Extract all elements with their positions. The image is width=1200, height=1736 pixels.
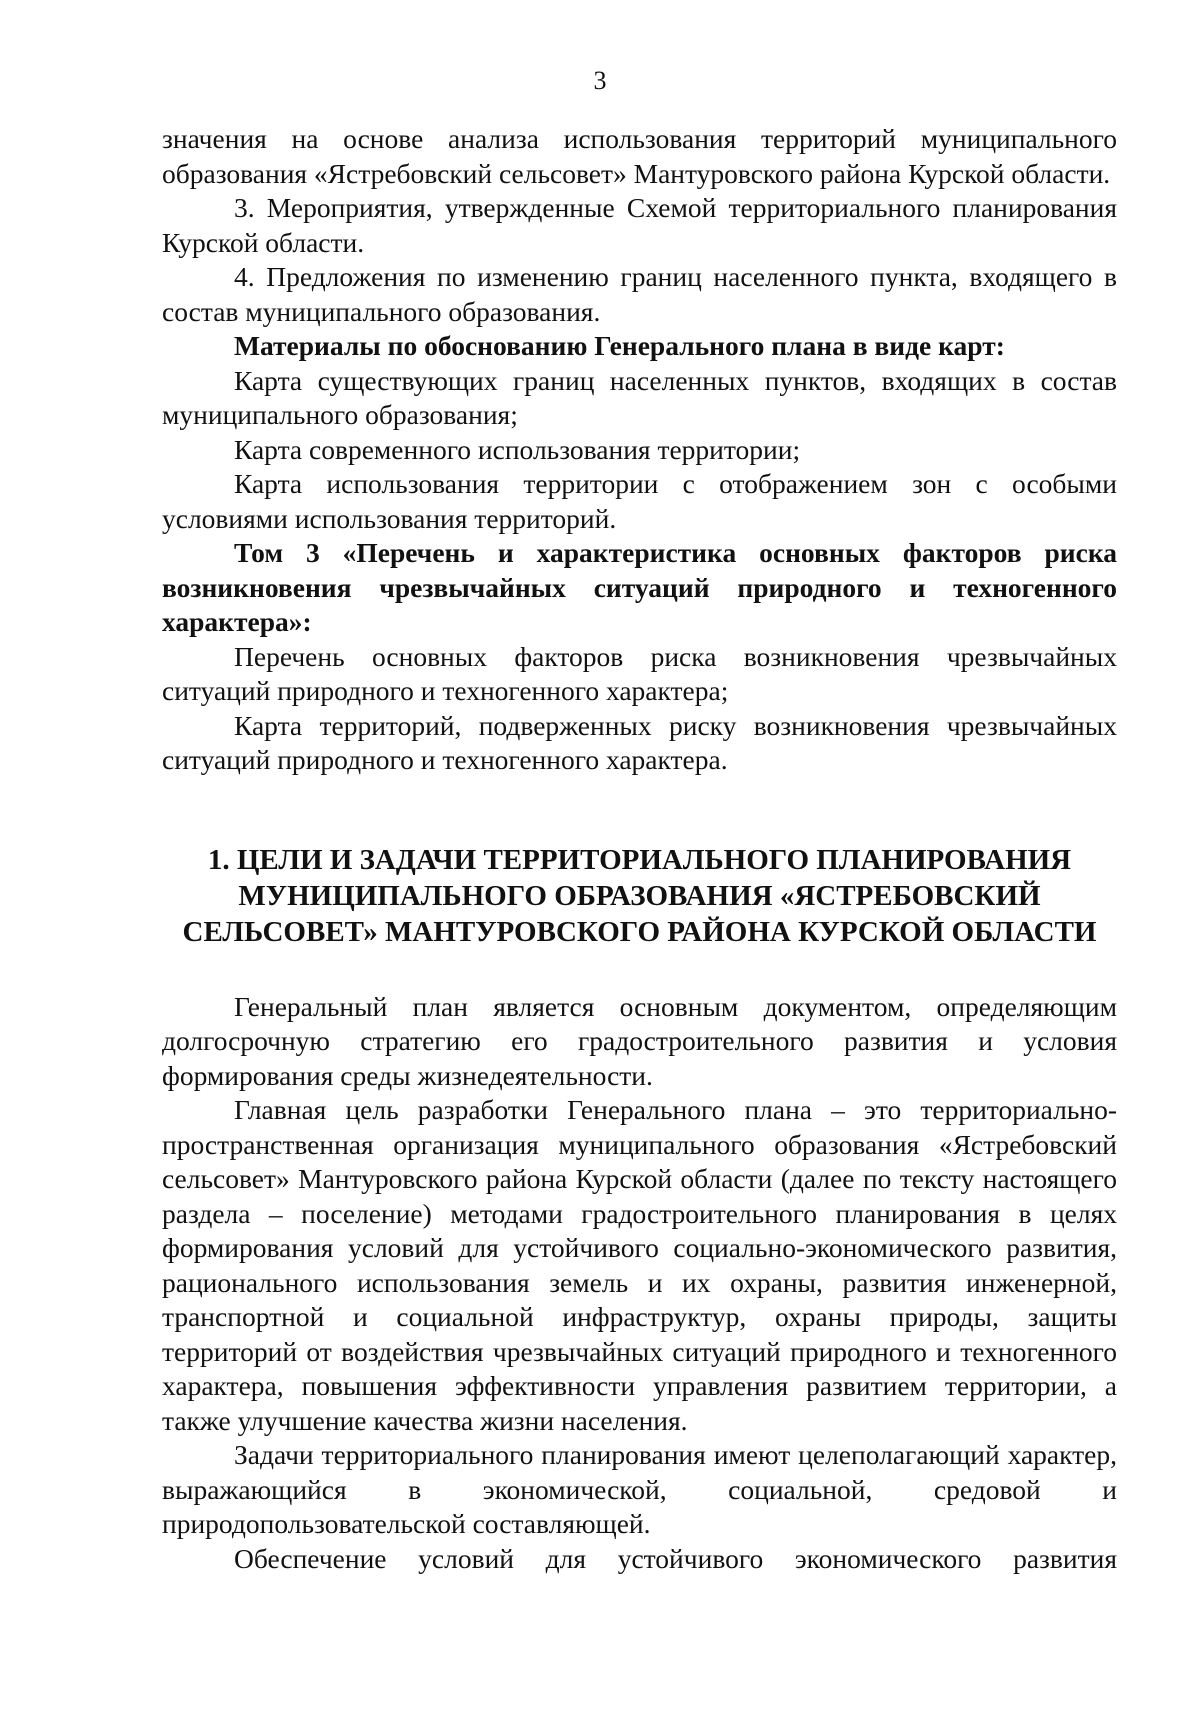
paragraph: значения на основе анализа использования территорий муниципального образования «Ястребовский сельсовет» Мантуровского района Курской области. [162,123,1117,189]
section-paragraph: Задачи территориального планирования имеют целеполагающий характер, выражающийся в экономической, социальной, средовой и природопользовательской составляющей. [162,1439,1117,1539]
paragraph: Карта использования территории с отображением зон с особыми условиями использования территорий. [162,468,1117,534]
paragraph: 4. Предложения по изменению границ населенного пункта, входящего в состав муниципального образования. [162,261,1117,327]
section-heading-line: СЕЛЬСОВЕТ» МАНТУРОВСКОГО РАЙОНА КУРСКОЙ ОБЛАСТИ [182,915,1097,948]
paragraph: Карта существующих границ населенных пунктов, входящих в состав муниципального образования; [162,364,1117,430]
volume-3-heading: Том 3 «Перечень и характеристика основных факторов риска возникновения чрезвычайных ситуаций природного и техногенного характера»: [162,537,1117,637]
paragraph: Карта территорий, подверженных риску возникновения чрезвычайных ситуаций природного и техногенного характера. [162,709,1117,775]
section-heading [162,842,1117,950]
section-heading-line: МУНИЦИПАЛЬНОГО ОБРАЗОВАНИЯ «ЯСТРЕБОВСКИЙ [238,879,1041,912]
paragraph: Перечень основных факторов риска возникновения чрезвычайных ситуаций природного и техногенного характера; [162,640,1117,706]
paragraph: 3. Мероприятия, утвержденные Схемой территориального планирования Курской области. [162,192,1117,258]
materials-heading: Материалы по обоснованию Генерального плана в виде карт: [234,330,1005,361]
page-number: 3 [593,66,607,95]
section-paragraph: Главная цель разработки Генерального плана – это территориально-пространственная организация муниципального образования «Ястребовский сельсовет» Мантуровского района Курской области (далее по тексту настоящего раздела – поселение) методами градостроительного планирования в целях формирования условий для устойчивого социально-экономического развития, рационального использования земель и их охраны, развития инженерной, транспортной и социальной инфраструктур, охраны природы, защиты территорий от воздействия чрезвычайных ситуаций природного и техногенного характера, повышения эффективности управления развитием территории, а также улучшение качества жизни населения. [162,1094,1117,1436]
document-body [162,122,1117,1576]
section-paragraph: Генеральный план является основным документом, определяющим долгосрочную стратегию его градостроительного развития и условия формирования среды жизнедеятельности. [162,990,1117,1091]
paragraph: Карта современного использования территории; [234,433,801,465]
section-paragraph: Обеспечение условий для устойчивого экономического развития [234,1542,1117,1574]
section-heading-line: 1. ЦЕЛИ И ЗАДАЧИ ТЕРРИТОРИАЛЬНОГО ПЛАНИРОВАНИЯ [207,843,1072,876]
